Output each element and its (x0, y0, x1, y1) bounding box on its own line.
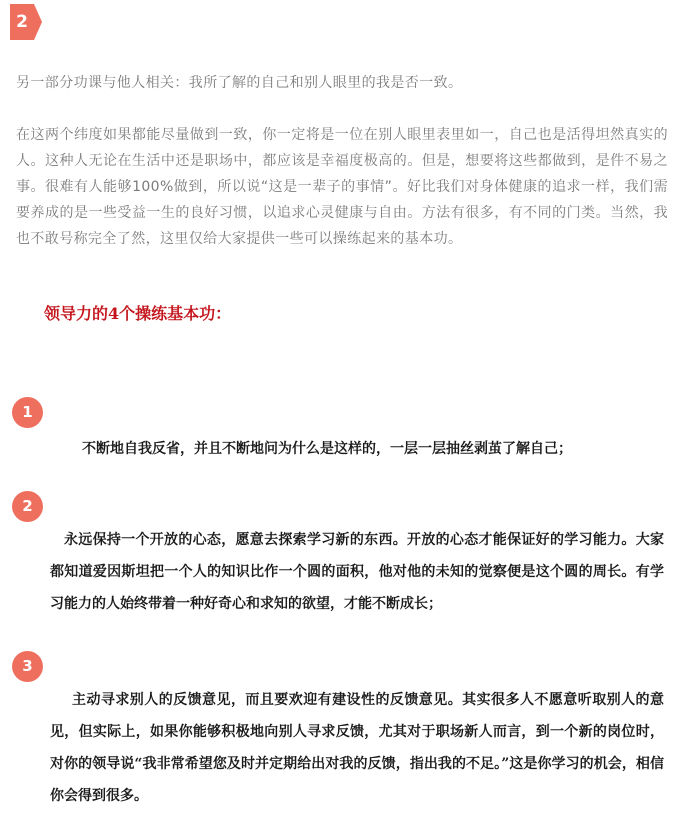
item-2-text: 永远保持一个开放的心态，愿意去探索学习新的东西。开放的心态才能保证好的学习能力。大家都知道爱因斯坦把一个人的知识比作一个圆的面积，他对他的未知的觉察便是这个圆的周长。有学习能力的人始终带着一种好奇心和求知的欲望，才能不断成长； (50, 532, 664, 612)
item-number-2-badge: 2 (12, 491, 43, 522)
item-number-3-badge: 3 (12, 651, 43, 682)
section-number-badge (10, 4, 42, 40)
body-paragraph: 在这两个纬度如果都能尽量做到一致，你一定将是一位在别人眼里表里如一，自己也是活得坦然真实的人。这种人无论在生活中还是职场中，都应该是幸福度极高的。但是，想要将这些都做到，是件不易之事。很难有人能够100%做到，所以说“这是一辈子的事情”。好比我们对身体健康的追求一样，我们需要养成的是一些受益一生的良好习惯，以追求心灵健康与自由。方法有很多，有不同的门类。当然，我也不敢号称完全了然，这里仅给大家提供一些可以操练起来的基本功。 (16, 127, 668, 247)
item-1-text: 不断地自我反省，并且不断地问为什么是这样的，一层一层抽丝剥茧了解自己； (82, 441, 572, 457)
intro-paragraph: 另一部分功课与他人相关：我所了解的自己和别人眼里的我是否一致。 (16, 75, 463, 91)
item-number-1-badge: 1 (12, 397, 43, 428)
item-3-text: 主动寻求别人的反馈意见，而且要欢迎有建设性的反馈意见。其实很多人不愿意听取别人的意见，但实际上，如果你能够积极地向别人寻求反馈，尤其对于职场新人而言，到一个新的岗位时，对你的领导说“我非常希望您及时并定期给出对我的反馈，指出我的不足。”这是你学习的机会，相信你会得到很多。 (50, 692, 664, 804)
section-heading: 领导力的4个操练基本功： (44, 304, 232, 323)
section-number: 2 (16, 12, 28, 32)
